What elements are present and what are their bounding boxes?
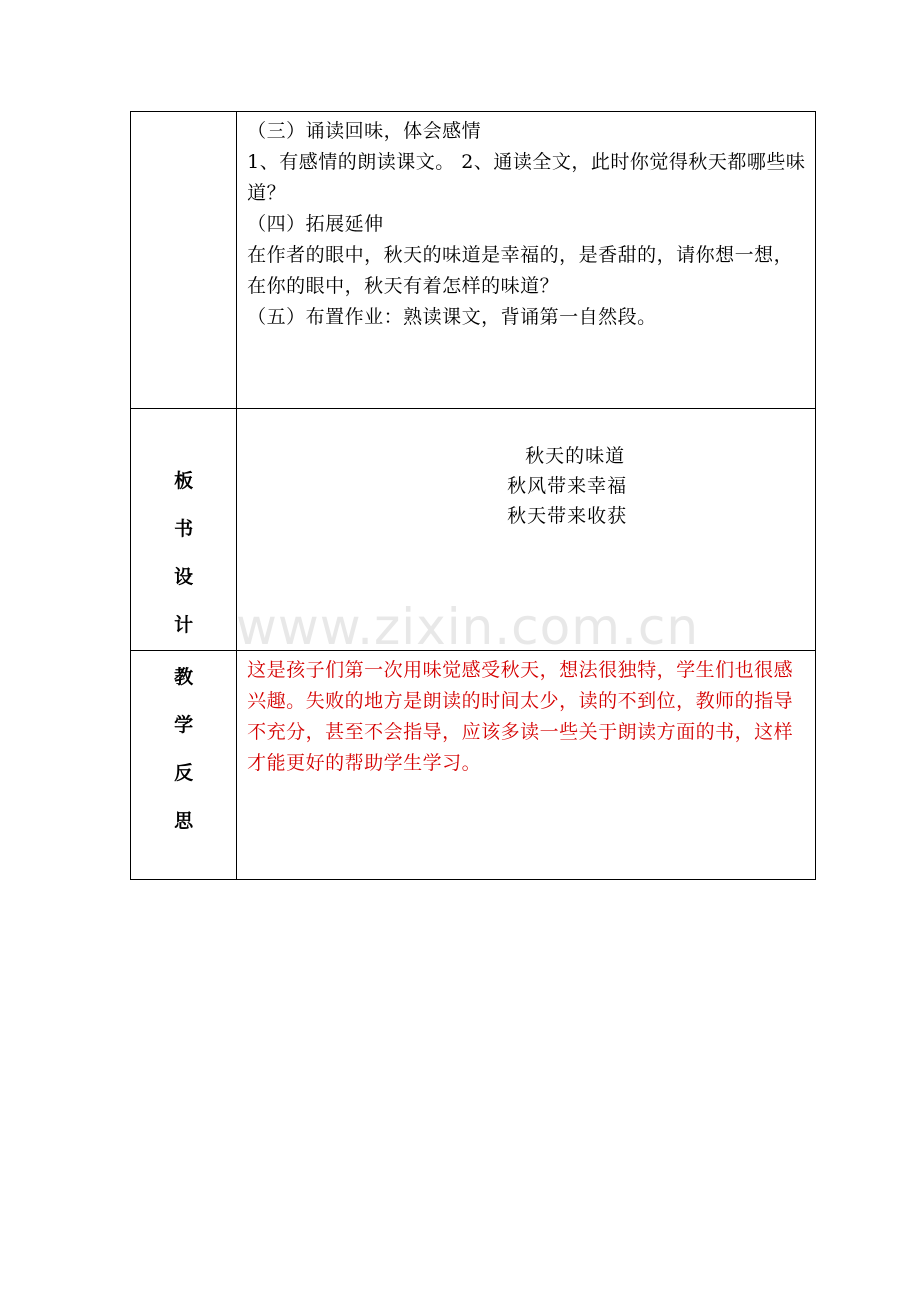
label-char: 计 [174,614,194,636]
board-design-label [131,409,237,651]
step-heading-4: （四）拓展延伸 [247,213,384,235]
step-item-extension: 在作者的眼中，秋天的味道是幸福的，是香甜的，请你想一想，在你的眼中，秋天有着怎样的味道？ [247,244,794,297]
label-char: 设 [174,566,194,588]
label-char: 反 [174,762,194,784]
teaching-steps-cell [237,112,816,409]
label-char: 学 [174,714,194,736]
label-char: 教 [174,666,194,688]
reflection-text: 这是孩子们第一次用味觉感受秋天，想法很独特，学生们也很感兴趣。失败的地方是朗读的时间太少，读的不到位，教师的指导不充分，甚至不会指导，应该多读一些关于朗读方面的书，这样才能更好的帮助学生学习。 [247,659,794,774]
lesson-plan-table [130,111,816,880]
board-line: 秋风带来幸福 [507,475,628,497]
label-char: 书 [174,518,194,540]
watermark: www.zixin.com.cn [236,598,700,656]
teaching-steps-row [131,112,816,409]
empty-label-cell [131,112,237,409]
label-char: 思 [174,810,194,832]
board-title: 秋天的味道 [525,445,626,467]
board-design-cell [237,409,816,651]
reflection-label [131,651,237,880]
reflection-cell [237,651,816,880]
label-char: 板 [174,470,194,492]
reflection-row [131,651,816,880]
board-design-row [131,409,816,651]
step-item-reading: 1、有感情的朗读课文。 2、通读全文，此时你觉得秋天都哪些味道？ [247,151,806,204]
step-heading-5: （五）布置作业：熟读课文，背诵第一自然段。 [247,306,657,328]
step-heading-3: （三）诵读回味，体会感情 [247,120,482,142]
board-line: 秋天带来收获 [507,505,628,527]
